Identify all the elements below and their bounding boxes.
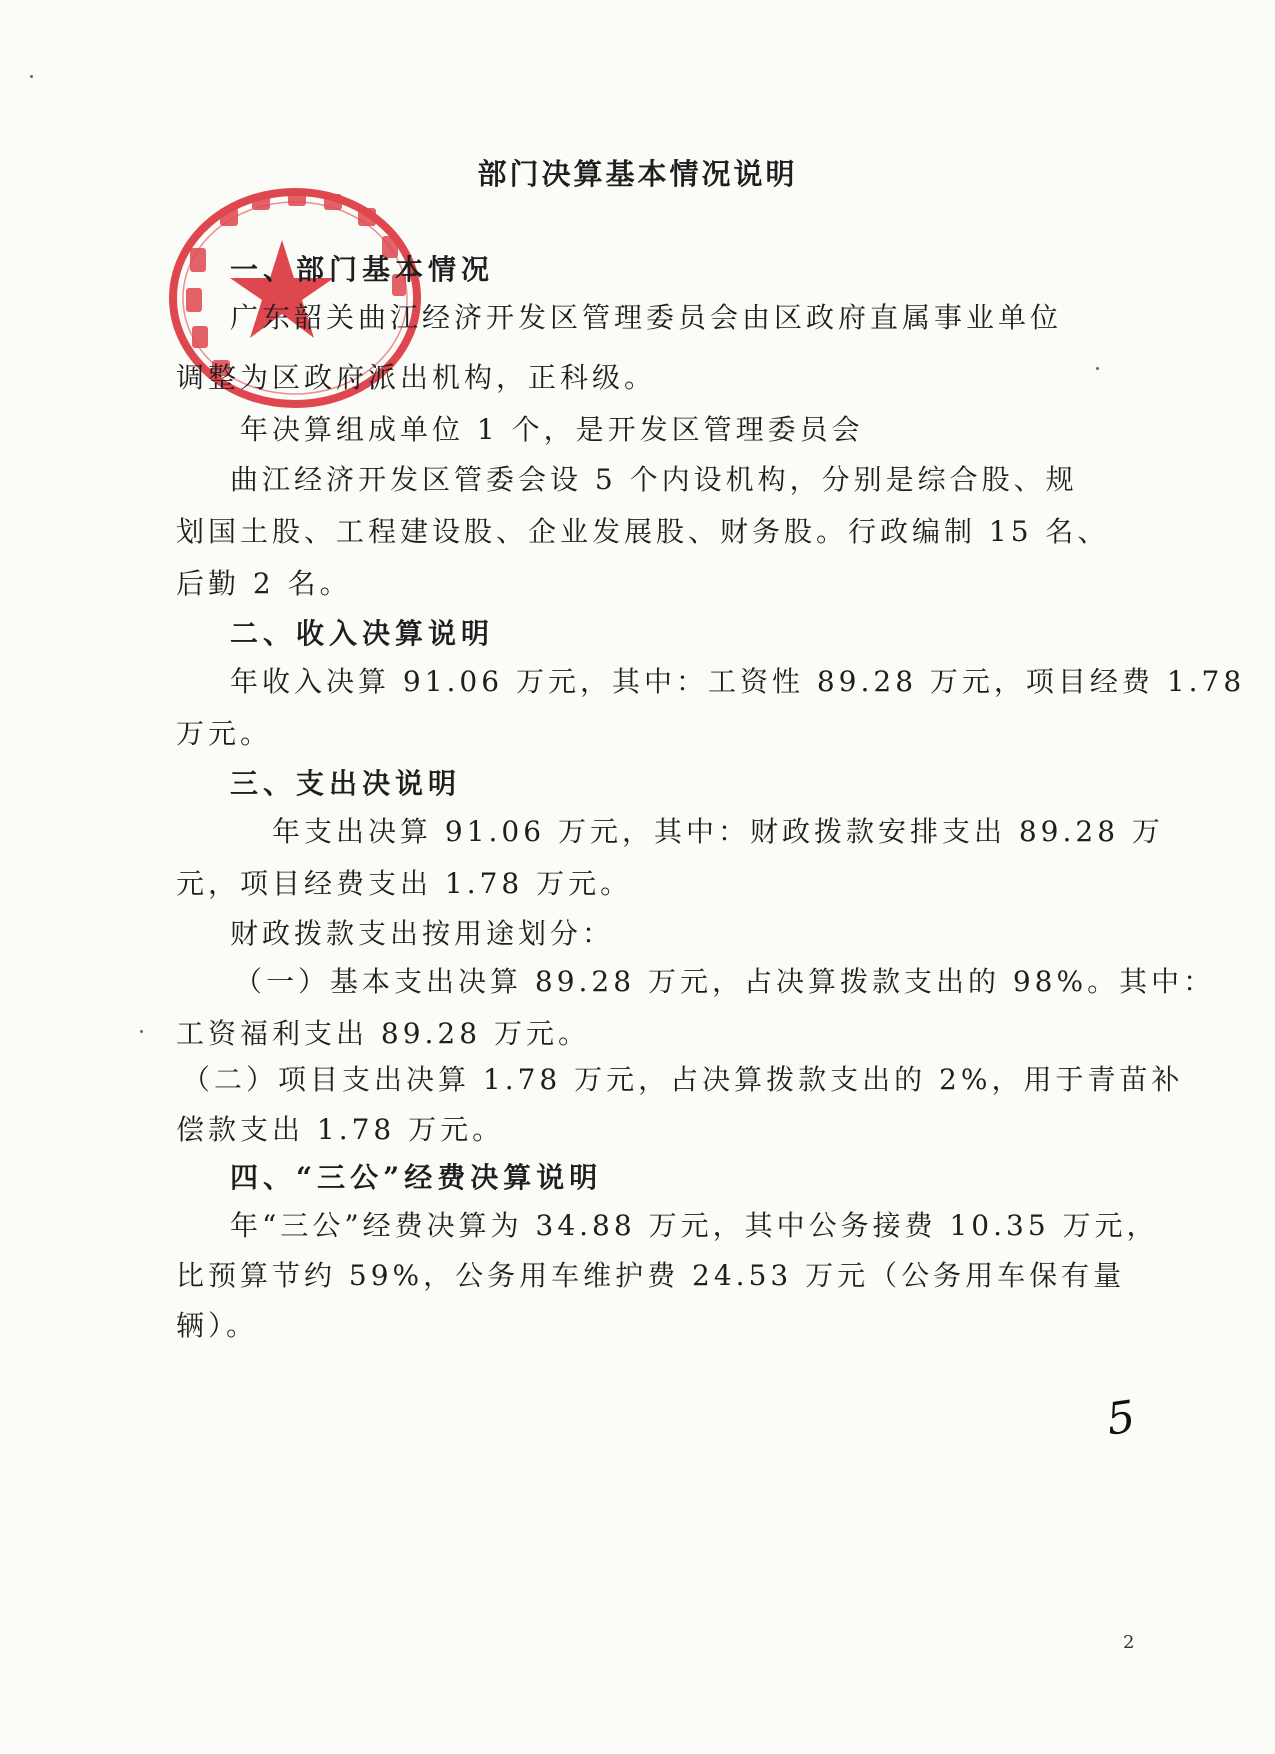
scan-speck bbox=[30, 75, 33, 78]
paragraph-line: 划国土股、工程建设股、企业发展股、财务股。行政编制 15 名、 bbox=[176, 515, 1110, 548]
paragraph-line: 调整为区政府派出机构，正科级。 bbox=[176, 361, 657, 394]
paragraph-line: 偿款支出 1.78 万元。 bbox=[176, 1113, 505, 1146]
paragraph-line: 年“三公”经费决算为 34.88 万元，其中公务接费 10.35 万元， bbox=[230, 1209, 1159, 1242]
paragraph-line: 年支出决算 91.06 万元，其中：财政拨款安排支出 89.28 万 bbox=[272, 815, 1164, 848]
scan-speck bbox=[1096, 367, 1099, 370]
page-number: 2 bbox=[1123, 1632, 1135, 1653]
section-heading-1: 一、部门基本情况 bbox=[230, 253, 495, 286]
paragraph-line: 元，项目经费支出 1.78 万元。 bbox=[176, 867, 633, 900]
scan-speck bbox=[140, 1030, 143, 1033]
paragraph-line: （一）基本支出决算 89.28 万元，占决算拨款支出的 98%。其中： bbox=[234, 965, 1216, 998]
paragraph-line: 万元。 bbox=[176, 717, 273, 750]
paragraph-line: 年决算组成单位 1 个，是开发区管理委员会 bbox=[240, 413, 864, 446]
section-heading-3: 三、支出决说明 bbox=[230, 767, 462, 800]
paragraph-line: 年收入决算 91.06 万元，其中：工资性 89.28 万元，项目经费 1.78 bbox=[230, 665, 1246, 698]
handwritten-number: 5 bbox=[1103, 1391, 1139, 1446]
document-title: 部门决算基本情况说明 bbox=[477, 157, 798, 191]
paragraph-line: 财政拨款支出按用途划分： bbox=[230, 917, 615, 950]
section-heading-4: 四、“三公”经费决算说明 bbox=[230, 1161, 603, 1194]
paragraph-line: 曲江经济开发区管委会设 5 个内设机构，分别是综合股、规 bbox=[230, 463, 1078, 496]
paragraph-line: 后勤 2 名。 bbox=[176, 567, 352, 600]
section-heading-2: 二、收入决算说明 bbox=[230, 617, 495, 650]
paragraph-line: 辆）。 bbox=[176, 1309, 259, 1342]
paragraph-line: 工资福利支出 89.28 万元。 bbox=[176, 1017, 590, 1050]
paragraph-line: 广东韶关曲江经济开发区管理委员会由区政府直属事业单位 bbox=[230, 301, 1063, 334]
paragraph-line: （二）项目支出决算 1.78 万元，占决算拨款支出的 2%，用于青苗补 bbox=[182, 1063, 1184, 1096]
paragraph-line: 比预算节约 59%，公务用车维护费 24.53 万元（公务用车保有量 bbox=[176, 1259, 1126, 1292]
